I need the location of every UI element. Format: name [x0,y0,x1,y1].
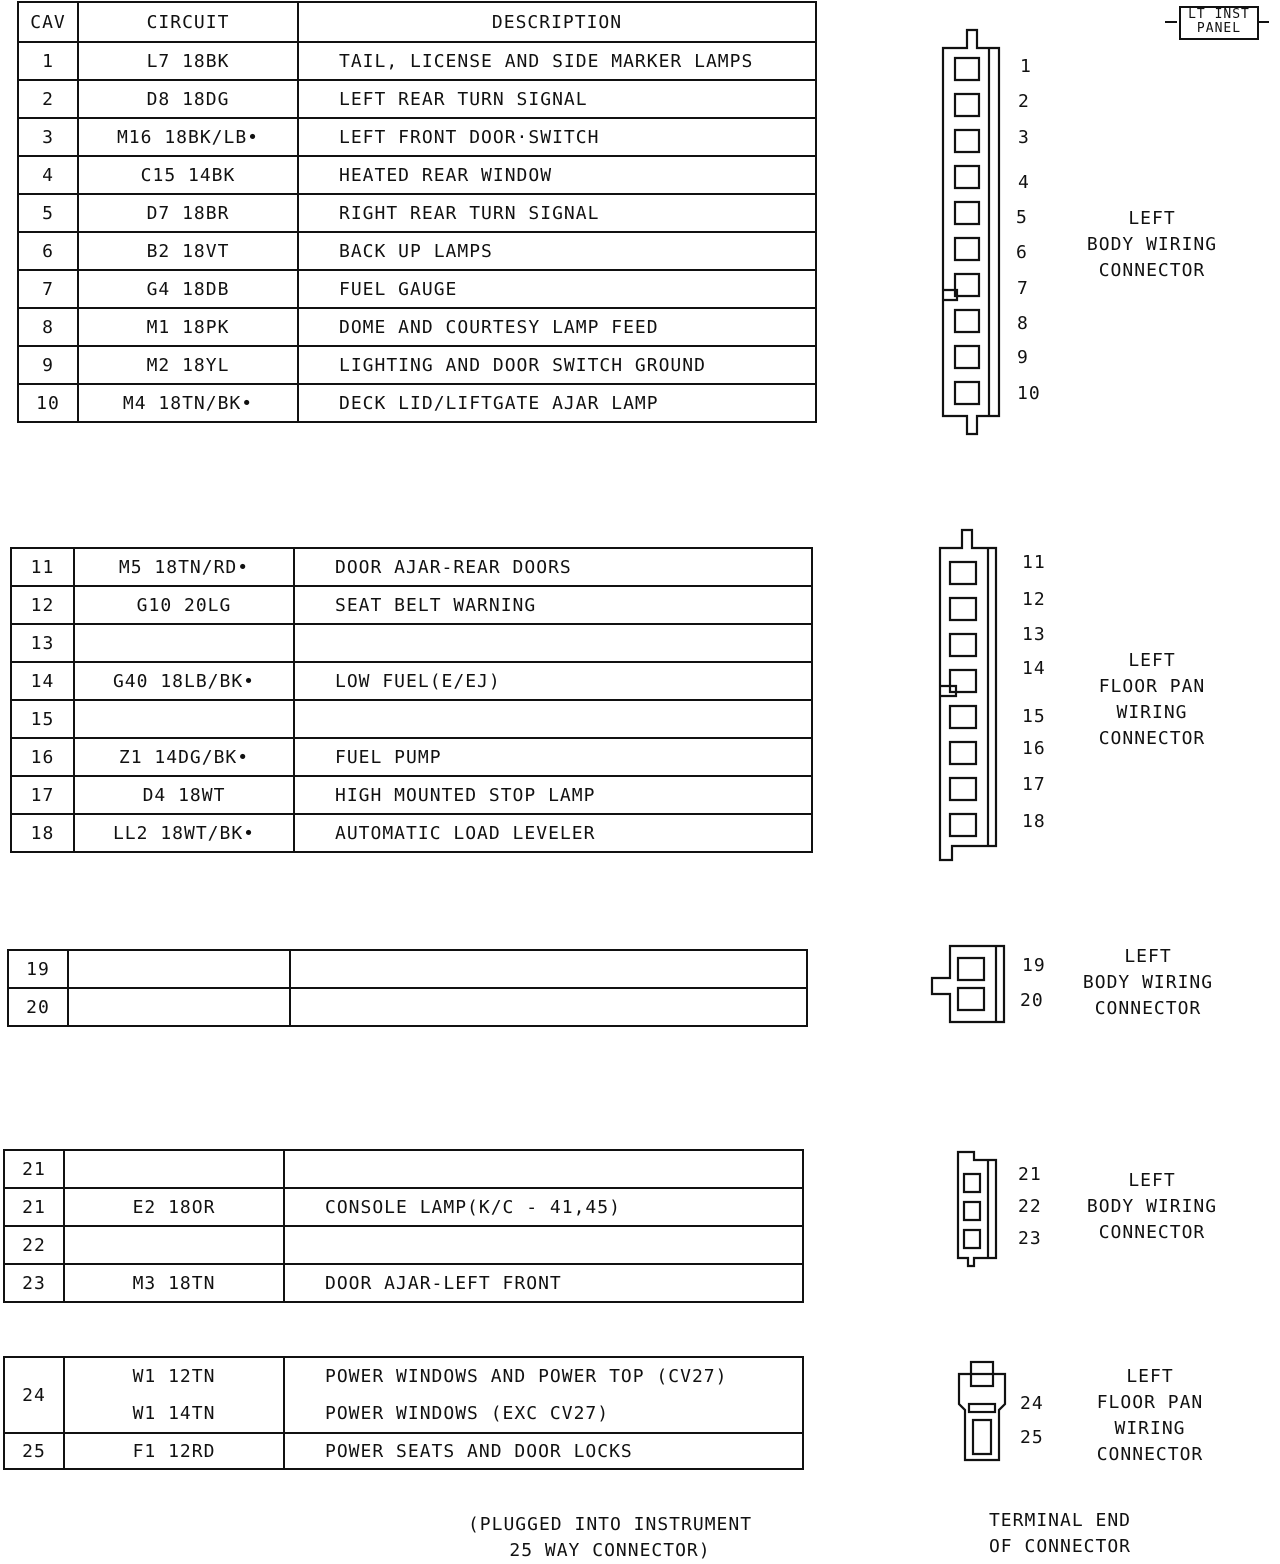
table-row [4,1226,803,1264]
label-line: CONNECTOR [1098,728,1206,749]
cav-cell: 2 [18,80,78,118]
label-line: LEFT [1128,1170,1176,1191]
pin-label: 6 [1016,242,1028,263]
table-header [18,2,816,42]
cav-cell: 6 [18,232,78,270]
label-line: BODY WIRING [1082,972,1214,993]
pin-label: 2 [1018,91,1030,112]
label-line: WIRING [1116,702,1188,723]
connector-4-label [1072,1168,1232,1246]
table-row [18,232,816,270]
label-line: CONNECTOR [1098,260,1206,281]
label-line: CONNECTOR [1098,1222,1206,1243]
description-cell: CONSOLE LAMP(K/C - 41,45) [284,1188,803,1226]
cav-cell: 20 [8,988,68,1026]
cav-cell: 23 [4,1264,64,1302]
circuit-cell: F1 12RD [64,1433,284,1469]
cav-cell: 12 [11,586,74,624]
terminal-middle [969,1404,995,1412]
pin-label: 18 [1022,811,1046,832]
cavity-table-2 [10,547,813,853]
table-row [11,586,812,624]
table-row [8,988,807,1026]
description-cell: HIGH MOUNTED STOP LAMP [294,776,812,814]
table-row [11,738,812,776]
description-cell [284,1226,803,1264]
pin-label: 7 [1017,278,1029,299]
terminal-end-note [960,1508,1160,1560]
note-line: 25 WAY CONNECTOR) [509,1540,711,1561]
cav-cell: 13 [11,624,74,662]
cav-cell: 9 [18,346,78,384]
cav-cell: 22 [4,1226,64,1264]
description-cell [290,950,807,988]
pin-label: 19 [1022,955,1046,976]
table-row [18,346,816,384]
circuit-cell: D4 18WT [74,776,294,814]
label-line: WIRING [1114,1418,1186,1439]
pin-label: 15 [1022,706,1046,727]
description-cell: LEFT FRONT DOOR·SWITCH [298,118,816,156]
terminal-slots [958,958,984,1010]
pin-label: 20 [1020,990,1044,1011]
label-line: BODY WIRING [1086,234,1218,255]
table-row [4,1395,803,1433]
connector-body-wiring-10way [935,28,1005,438]
connector-3-label [1068,944,1228,1022]
pin-label: 23 [1018,1228,1042,1249]
description-cell: SEAT BELT WARNING [294,586,812,624]
label-line: LEFT [1128,650,1176,671]
cav-cell: 11 [11,548,74,586]
circuit-cell [74,624,294,662]
description-cell: DOOR AJAR-LEFT FRONT [284,1264,803,1302]
connector-1-label [1072,206,1232,284]
description-cell: HEATED REAR WINDOW [298,156,816,194]
panel-tag-left-line [1165,21,1177,23]
note-line: (PLUGGED INTO INSTRUMENT [467,1514,753,1535]
cav-cell: 4 [18,156,78,194]
cav-cell: 3 [18,118,78,156]
pin-label: 21 [1018,1164,1042,1185]
pin-label: 24 [1020,1393,1044,1414]
description-cell [294,624,812,662]
cav-cell: 16 [11,738,74,776]
circuit-cell: W1 14TN [64,1395,284,1433]
pin-label: 1 [1020,56,1032,77]
description-cell [290,988,807,1026]
table-row [4,1357,803,1395]
header-description: DESCRIPTION [298,2,816,42]
pin-label: 17 [1022,774,1046,795]
circuit-cell: E2 18OR [64,1188,284,1226]
table-row [18,308,816,346]
connector-5-label [1070,1364,1230,1468]
pin-label: 12 [1022,589,1046,610]
connector-2-label [1072,648,1232,752]
connector-body-wiring-2way [928,944,1012,1026]
terminal-lower [973,1420,991,1454]
panel-tag-box [1179,6,1259,40]
table-row [4,1433,803,1469]
circuit-cell: B2 18VT [78,232,298,270]
cav-cell: 19 [8,950,68,988]
description-cell: LOW FUEL(E/EJ) [294,662,812,700]
pin-label: 9 [1017,347,1029,368]
circuit-cell: L7 18BK [78,42,298,80]
cav-cell: 15 [11,700,74,738]
table-row [18,42,816,80]
cav-cell: 14 [11,662,74,700]
circuit-cell [64,1150,284,1188]
circuit-cell [68,950,290,988]
label-line: FLOOR PAN [1098,676,1206,697]
cavity-table-3 [7,949,808,1027]
cav-cell: 18 [11,814,74,852]
cavity-table-4 [3,1149,804,1303]
pin-label: 11 [1022,552,1046,573]
cav-cell: 1 [18,42,78,80]
circuit-cell [64,1226,284,1264]
description-cell: BACK UP LAMPS [298,232,816,270]
cav-cell: 25 [4,1433,64,1469]
cav-cell: 7 [18,270,78,308]
panel-tag-right-line [1257,21,1269,23]
circuit-cell: G4 18DB [78,270,298,308]
pin-label: 5 [1016,207,1028,228]
panel-tag-line2: PANEL [1196,21,1242,36]
pin-label: 10 [1017,383,1041,404]
header-cav: CAV [18,2,78,42]
cavity-table-5 [3,1356,804,1470]
table-row [11,662,812,700]
table-row [11,776,812,814]
description-cell: DECK LID/LIFTGATE AJAR LAMP [298,384,816,422]
panel-tag [1165,6,1273,38]
label-line: LEFT [1126,1366,1174,1387]
terminal-slots [950,562,976,836]
circuit-cell: Z1 14DG/BK• [74,738,294,776]
pin-label: 3 [1018,127,1030,148]
table-row [11,814,812,852]
table-row [11,548,812,586]
description-cell: POWER WINDOWS (EXC CV27) [284,1395,803,1433]
table-row [18,80,816,118]
description-cell: RIGHT REAR TURN SIGNAL [298,194,816,232]
circuit-cell: C15 14BK [78,156,298,194]
circuit-cell [68,988,290,1026]
label-line: FLOOR PAN [1096,1392,1204,1413]
description-cell [294,700,812,738]
pin-label: 8 [1017,313,1029,334]
circuit-cell: M16 18BK/LB• [78,118,298,156]
circuit-cell: G10 20LG [74,586,294,624]
table-row [18,384,816,422]
cav-cell: 10 [18,384,78,422]
circuit-cell: M4 18TN/BK• [78,384,298,422]
table-row [18,194,816,232]
cav-cell: 24 [4,1357,64,1433]
label-line: CONNECTOR [1096,1444,1204,1465]
pin-label: 22 [1018,1196,1042,1217]
label-line: LEFT [1124,946,1172,967]
table-row [4,1188,803,1226]
table-row [11,624,812,662]
description-cell: LEFT REAR TURN SIGNAL [298,80,816,118]
circuit-cell: D8 18DG [78,80,298,118]
connector-floor-pan-8way [932,528,1002,866]
connector-housing [943,30,999,434]
description-cell: DOOR AJAR-REAR DOORS [294,548,812,586]
connector-floor-pan-2way [955,1360,1011,1464]
terminal-slots [955,58,979,404]
circuit-cell: M5 18TN/RD• [74,548,294,586]
table-row [18,156,816,194]
plugged-note [420,1512,800,1564]
connector-body-wiring-3way [950,1146,1002,1268]
cav-cell: 21 [4,1150,64,1188]
pin-label: 14 [1022,658,1046,679]
table-row [11,700,812,738]
description-cell: TAIL, LICENSE AND SIDE MARKER LAMPS [298,42,816,80]
pin-label: 13 [1022,624,1046,645]
terminal-slots [964,1174,980,1248]
note-line: TERMINAL END [988,1510,1132,1531]
cav-cell: 5 [18,194,78,232]
table-row [18,118,816,156]
note-line: OF CONNECTOR [988,1536,1132,1557]
circuit-cell: W1 12TN [64,1357,284,1395]
description-cell: POWER WINDOWS AND POWER TOP (CV27) [284,1357,803,1395]
circuit-cell: M1 18PK [78,308,298,346]
description-cell: LIGHTING AND DOOR SWITCH GROUND [298,346,816,384]
circuit-cell: G40 18LB/BK• [74,662,294,700]
table-row [8,950,807,988]
table-row [4,1150,803,1188]
circuit-cell [74,700,294,738]
description-cell: FUEL PUMP [294,738,812,776]
pin-label: 4 [1018,172,1030,193]
label-line: CONNECTOR [1094,998,1202,1019]
table-row [18,270,816,308]
table-row [4,1264,803,1302]
cavity-table-1 [17,1,817,423]
circuit-cell: M2 18YL [78,346,298,384]
cav-cell: 8 [18,308,78,346]
pin-label: 25 [1020,1427,1044,1448]
pin-label: 16 [1022,738,1046,759]
label-line: BODY WIRING [1086,1196,1218,1217]
description-cell: POWER SEATS AND DOOR LOCKS [284,1433,803,1469]
circuit-cell: LL2 18WT/BK• [74,814,294,852]
label-line: LEFT [1128,208,1176,229]
circuit-cell: M3 18TN [64,1264,284,1302]
cav-cell: 17 [11,776,74,814]
circuit-cell: D7 18BR [78,194,298,232]
description-cell: DOME AND COURTESY LAMP FEED [298,308,816,346]
description-cell: AUTOMATIC LOAD LEVELER [294,814,812,852]
header-circuit: CIRCUIT [78,2,298,42]
cav-cell: 21 [4,1188,64,1226]
description-cell [284,1150,803,1188]
panel-tag-line1: LT INST [1188,7,1250,22]
description-cell: FUEL GAUGE [298,270,816,308]
